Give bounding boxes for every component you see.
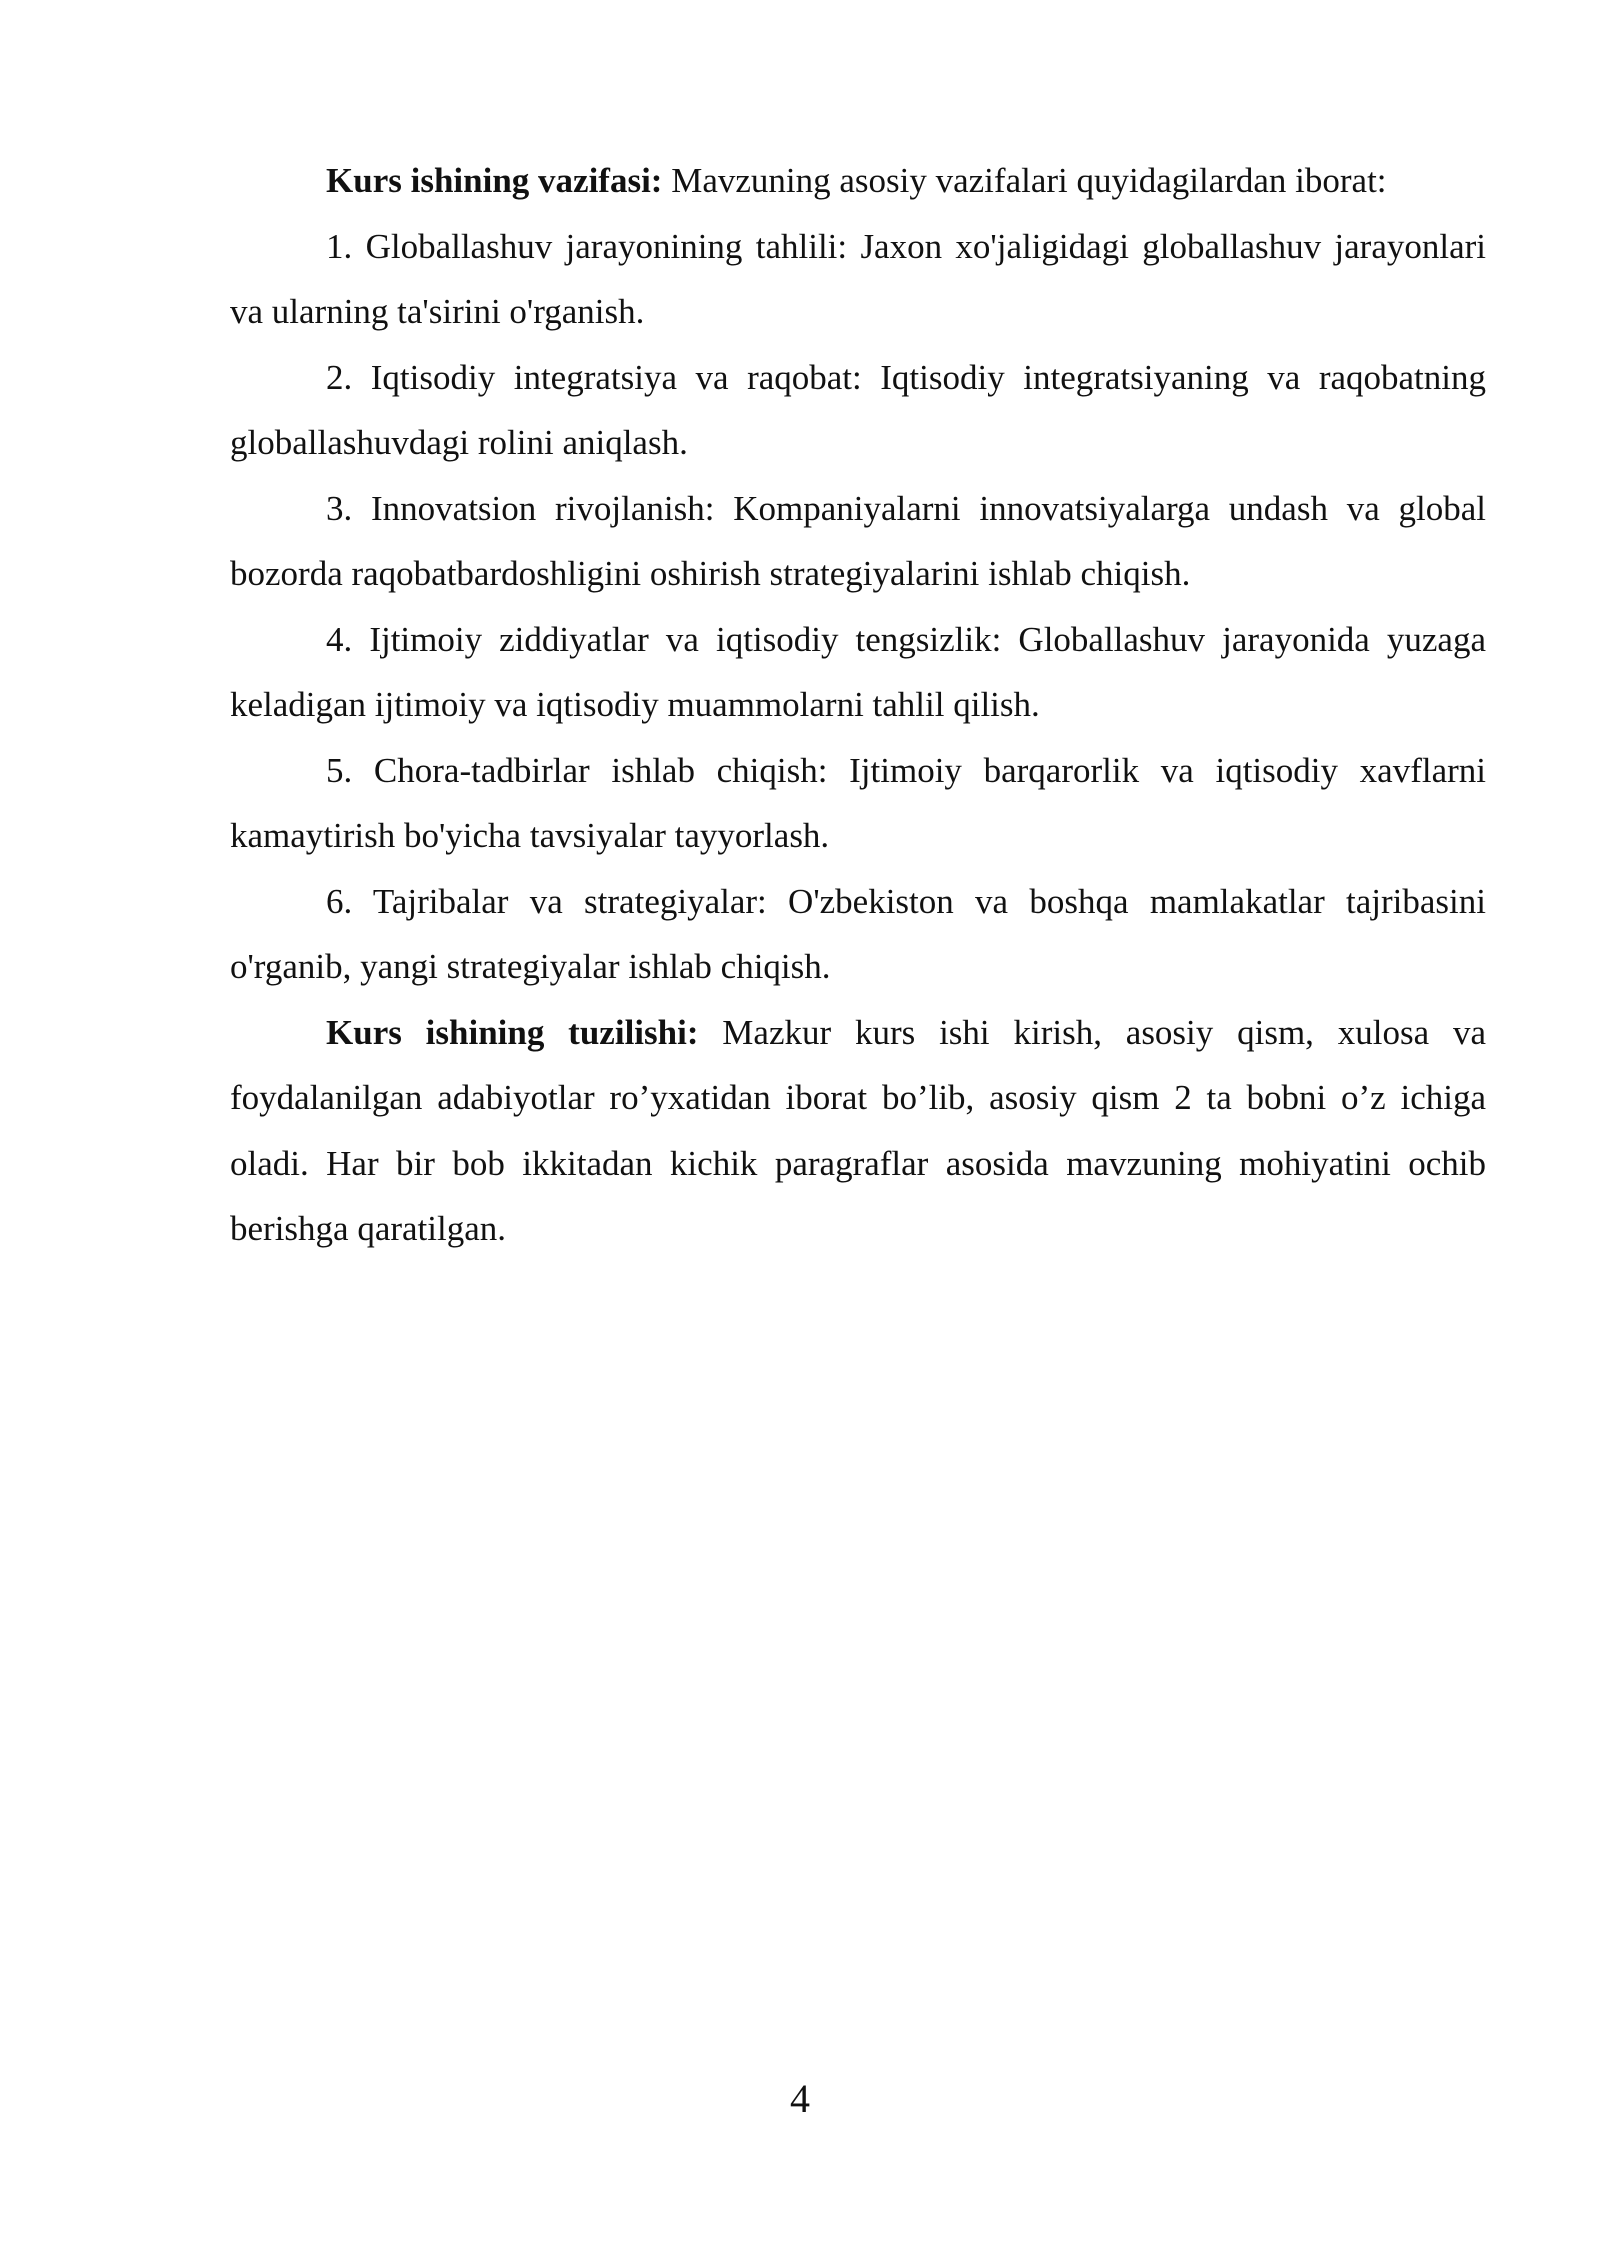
- structure-paragraph: [230, 1000, 1486, 1262]
- page-number: 4: [790, 2076, 810, 2121]
- task-item-5: 5. Chora-tadbirlar ishlab chiqish: Ijtimoiy barqarorlik va iqtisodiy xavflarni kamaytirish bo'yicha tavsiyalar tayyorlash.: [230, 750, 1486, 855]
- purpose-text: Mavzuning asosiy vazifalari quyidagilardan iborat:: [662, 161, 1387, 200]
- task-item-3: 3. Innovatsion rivojlanish: Kompaniyalarni innovatsiyalarga undash va global bozorda raqobatbardoshligini oshirish strategiyalarini ishlab chiqish.: [230, 488, 1486, 593]
- purpose-heading: Kurs ishining vazifasi:: [326, 161, 663, 200]
- task-item-2: 2. Iqtisodiy integratsiya va raqobat: Iqtisodiy integratsiyaning va raqobatning globallashuvdagi rolini aniqlash.: [230, 357, 1486, 462]
- body-text: [230, 148, 1486, 1262]
- task-item-4: 4. Ijtimoiy ziddiyatlar va iqtisodiy tengsizlik: Globallashuv jarayonida yuzaga keladigan ijtimoiy va iqtisodiy muammolarni tahlil qilish.: [230, 619, 1486, 724]
- structure-text: Mazkur kurs ishi kirish, asosiy qism, xulosa va foydalanilgan adabiyotlar ro’yxatidan iborat bo’lib, asosiy qism 2 ta bobni o’z ichiga oladi. Har bir bob ikkitadan kichik paragraflar asosida mavzuning mohiyatini ochib berishga qaratilgan.: [230, 1012, 1486, 1248]
- task-item-6: 6. Tajribalar va strategiyalar: O'zbekiston va boshqa mamlakatlar tajribasini o'rganib, yangi strategiyalar ishlab chiqish.: [230, 881, 1486, 986]
- purpose-paragraph: [230, 148, 1486, 214]
- task-item-1: 1. Globallashuv jarayonining tahlili: Jaxon xo'jaligidagi globallashuv jarayonlari va ularning ta'sirini o'rganish.: [230, 226, 1486, 331]
- structure-heading: Kurs ishining tuzilishi:: [326, 1012, 699, 1052]
